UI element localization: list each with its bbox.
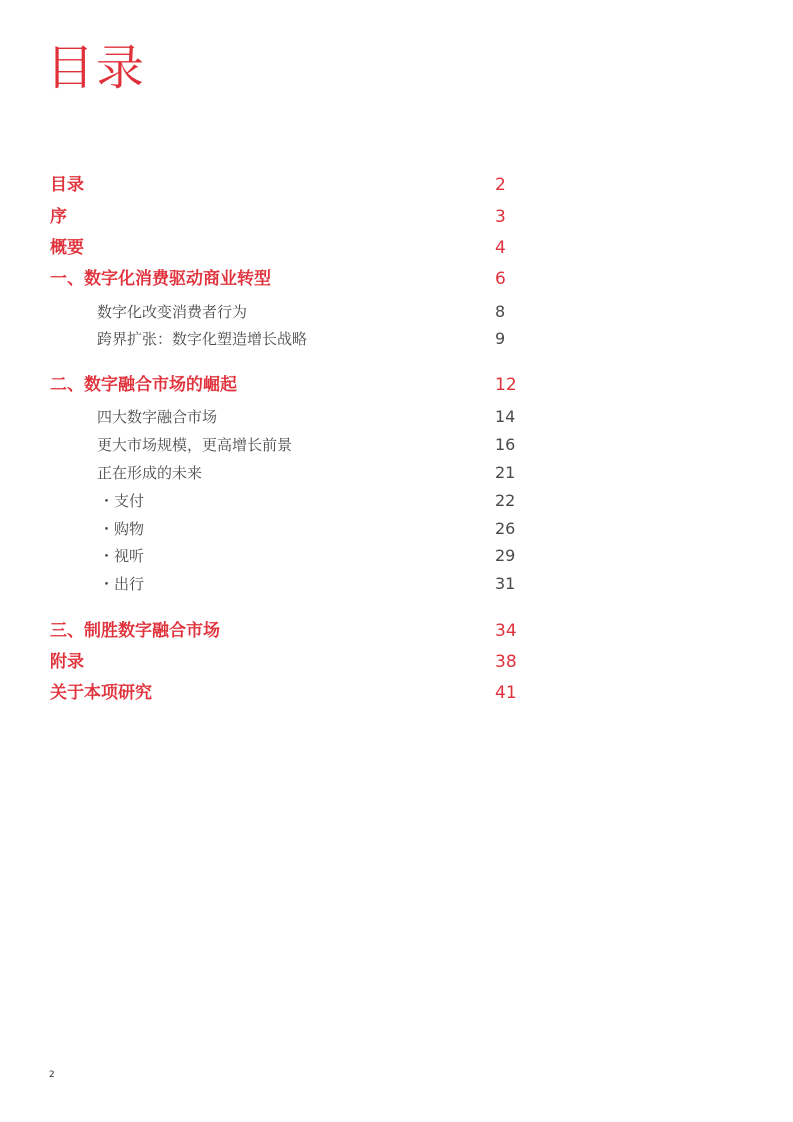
toc-entry[interactable]: [0, 203, 793, 231]
toc-entry[interactable]: [0, 542, 793, 570]
toc-entry[interactable]: [0, 265, 793, 293]
toc-entry[interactable]: [0, 431, 793, 459]
toc-entry-page[interactable]: 8: [495, 302, 506, 321]
toc-entry-label[interactable]: 二、数字融合市场的崛起: [50, 375, 237, 395]
toc-entry-page[interactable]: 6: [495, 269, 506, 289]
toc-entry-label[interactable]: ・支付: [99, 492, 145, 510]
toc-entry[interactable]: [0, 371, 793, 399]
toc-entry-label[interactable]: ・购物: [99, 520, 145, 538]
toc-entry-label[interactable]: 更大市场规模，更高增长前景: [97, 436, 293, 454]
toc-entry-label[interactable]: 数字化改变消费者行为: [97, 303, 248, 321]
toc-entry-page[interactable]: 22: [495, 491, 516, 510]
toc-entry-page[interactable]: 16: [495, 435, 516, 454]
page-title: 目录: [46, 40, 147, 96]
toc-entry[interactable]: [0, 570, 793, 598]
toc-entry-page[interactable]: 41: [495, 683, 517, 703]
toc-entry[interactable]: [0, 679, 793, 707]
toc-entry-label[interactable]: ・出行: [99, 575, 145, 593]
toc-entry-page[interactable]: 38: [495, 652, 517, 672]
toc-entry-page[interactable]: 34: [495, 621, 517, 641]
toc-entry[interactable]: [0, 617, 793, 645]
toc-entry-label[interactable]: 一、数字化消费驱动商业转型: [50, 269, 271, 289]
toc-entry-label[interactable]: 附录: [50, 652, 84, 672]
toc-entry-page[interactable]: 31: [495, 574, 516, 593]
toc-entry-page[interactable]: 12: [495, 375, 517, 395]
toc-entry[interactable]: [0, 234, 793, 262]
toc-entry-label[interactable]: 跨界扩张：数字化塑造增长战略: [97, 330, 308, 348]
toc-entry[interactable]: [0, 459, 793, 487]
toc-entry-page[interactable]: 21: [495, 463, 516, 482]
toc-entry-page[interactable]: 14: [495, 407, 516, 426]
toc-entry-label[interactable]: 四大数字融合市场: [97, 408, 218, 426]
toc-entry-page[interactable]: 4: [495, 238, 506, 258]
page-number: 2: [49, 1070, 55, 1080]
toc-entry-page[interactable]: 29: [495, 546, 516, 565]
toc-entry-label[interactable]: 目录: [50, 175, 84, 195]
toc-entry[interactable]: [0, 515, 793, 543]
toc-entry[interactable]: [0, 648, 793, 676]
toc-entry[interactable]: [0, 325, 793, 353]
toc-entry-label[interactable]: 序: [50, 207, 67, 227]
toc-entry-page[interactable]: 3: [495, 207, 506, 227]
toc-entry-label[interactable]: 概要: [50, 238, 84, 258]
toc-entry-label[interactable]: 三、制胜数字融合市场: [50, 621, 220, 641]
toc-entry-label[interactable]: 关于本项研究: [50, 683, 152, 703]
toc-entry[interactable]: [0, 171, 793, 199]
toc-entry-page[interactable]: 9: [495, 329, 506, 348]
toc-entry[interactable]: [0, 487, 793, 515]
toc-entry-page[interactable]: 26: [495, 519, 516, 538]
toc-entry-label[interactable]: 正在形成的未来: [97, 464, 203, 482]
toc-entry[interactable]: [0, 298, 793, 326]
toc-entry-page[interactable]: 2: [495, 175, 506, 195]
toc-entry[interactable]: [0, 403, 793, 431]
toc-entry-label[interactable]: ・视听: [99, 547, 145, 565]
